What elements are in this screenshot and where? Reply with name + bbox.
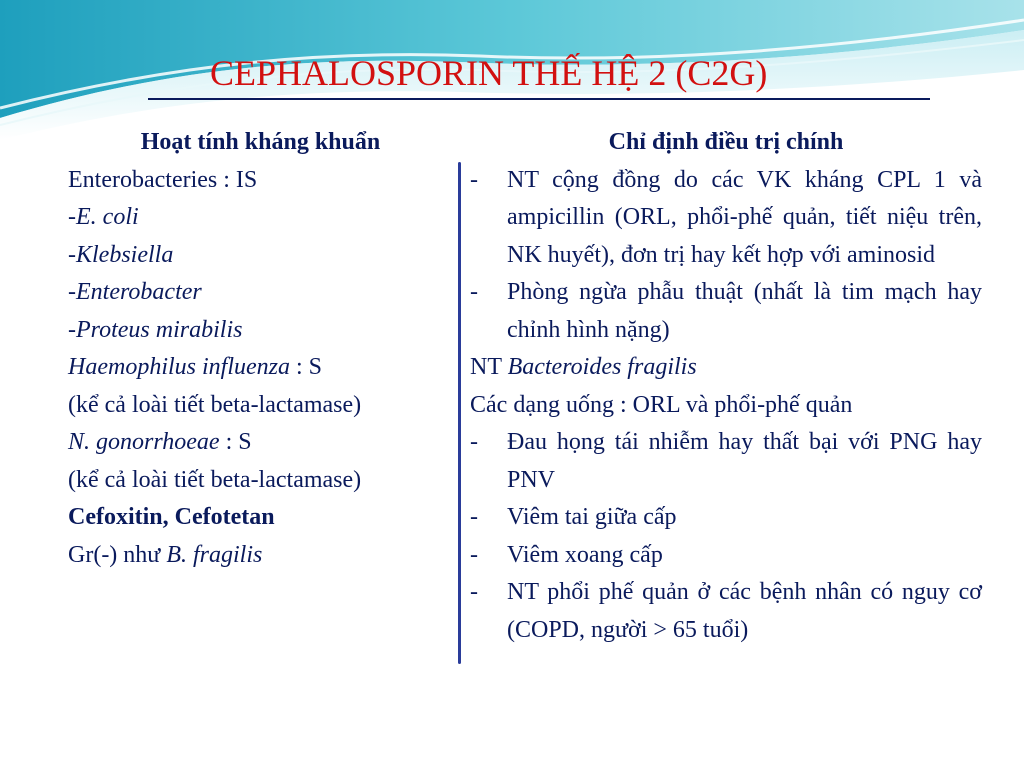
bacteroides-prefix: NT [470,354,508,380]
proteus-dash: - [68,316,76,343]
indication-text-sinusitis: Viêm xoang cấp [507,541,663,568]
gonorrhoeae-suffix: : S [219,429,252,455]
indication-item [470,162,982,275]
slide-title: CEPHALOSPORIN THẾ HỆ 2 (C2G) [210,53,768,93]
oral-forms-line: Các dạng uống : ORL và phổi-phế quản [470,391,853,418]
klebsiella-name: Klebsiella [76,241,174,268]
enterobacter-line [68,274,453,312]
b-fragilis-name: B. fragilis [166,541,263,568]
ecoli-dash: - [68,204,76,230]
indication-item [470,499,982,537]
indication-text-otitis: Viêm tai giữa cấp [507,504,677,530]
enterobacteries-line: Enterobacteries : IS [68,166,258,193]
gonorrhoeae-line [68,424,453,462]
klebsiella-line [68,237,453,275]
proteus-line [68,312,453,350]
indication-item [470,574,982,649]
klebsiella-dash: - [68,241,76,268]
haemophilus-suffix: : S [290,354,323,380]
ecoli-line [68,199,453,237]
column-divider [458,162,461,664]
antibacterial-activity-column [68,124,453,574]
main-indications-column [470,124,982,649]
indication-item [470,424,982,499]
indication-text-sore-throat: Đau họng tái nhiễm hay thất bại với PNG hay PNV [507,429,982,493]
indication-item [470,537,982,575]
bullet-dash: - [470,429,478,455]
title-underline [148,98,930,100]
right-column-heading: Chỉ định điều trị chính [608,129,844,155]
bacteroides-name: Bacteroides fragilis [507,354,697,380]
indication-text-surgical-prophylaxis: Phòng ngừa phẫu thuật (nhất là tim mạch hay chỉnh hình nặng) [507,279,982,343]
bullet-dash: - [470,279,478,305]
haemophilus-line [68,349,453,387]
gram-negative-line [68,537,453,575]
left-column-heading: Hoạt tính kháng khuẩn [140,129,381,155]
enterobacter-name: Enterobacter [76,279,202,305]
cefoxitin-cefotetan-line: Cefoxitin, Cefotetan [68,504,275,530]
beta-lactamase-note-2: (kể cả loài tiết beta-lactamase) [68,466,362,493]
enterobacter-dash: - [68,279,76,305]
ecoli-name: E. coli [76,204,139,230]
bacteroides-line [470,349,982,387]
bullet-dash: - [470,504,478,530]
bullet-dash: - [470,541,478,568]
gram-negative-prefix: Gr(-) như [68,541,167,568]
indication-text-bronchopulmonary: NT phổi phế quản ở các bệnh nhân có nguy cơ (COPD, người > 65 tuổi) [507,579,982,643]
indication-text-community-infection: NT cộng đồng do các VK kháng CPL 1 và ampicillin (ORL, phổi-phế quản, tiết niệu trên, NK huyết), đơn trị hay kết hợp với aminosid [507,166,982,268]
beta-lactamase-note-1: (kể cả loài tiết beta-lactamase) [68,391,362,418]
gonorrhoeae-name: N. gonorrhoeae [68,429,220,455]
indication-item [470,274,982,349]
haemophilus-name: Haemophilus influenza [68,354,290,380]
bullet-dash: - [470,166,478,193]
bullet-dash: - [470,579,478,605]
proteus-name: Proteus mirabilis [76,316,243,343]
